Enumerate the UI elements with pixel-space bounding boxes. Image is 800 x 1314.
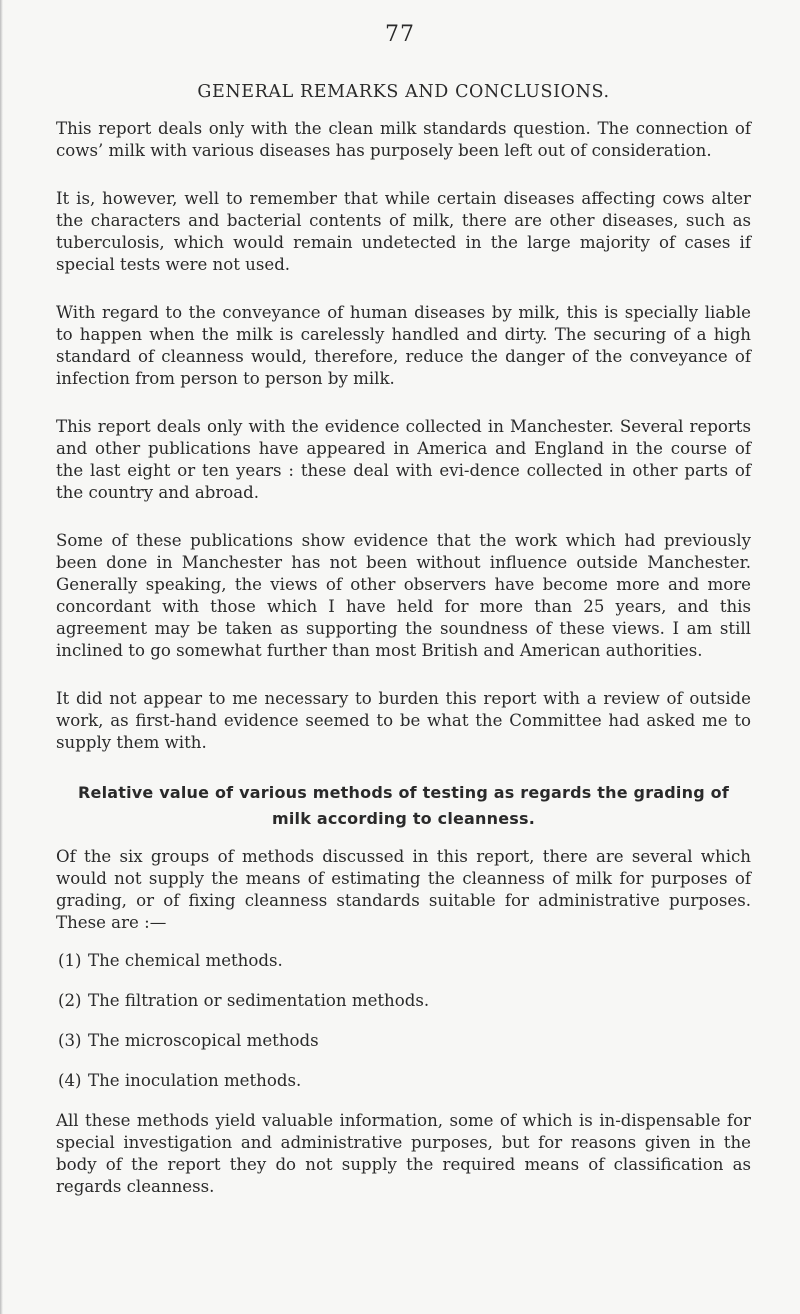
section-heading-line-1: Relative value of various methods of testing as regards the grading of	[78, 783, 729, 802]
paragraph-5: Some of these publications show evidence that the work which had previously been done in Manchester has not been without influence outside Manchester. Generally speaking, the views of other observers have become more and more concordant with those which I have held for more than 25 years, and this agreement may be taken as supporting the soundness of these views. I am still inclined to go somewhat further than most British and American authorities.	[56, 531, 751, 660]
list-item-text: The microscopical methods	[88, 1031, 319, 1050]
section-heading-line-2: milk according to cleanness.	[271, 809, 536, 828]
list-item-number: (2)	[58, 991, 82, 1010]
list-item-number: (1)	[58, 951, 82, 970]
page-number: 77	[385, 22, 415, 47]
list-item-text: The chemical methods.	[88, 951, 283, 970]
paragraph-6: It did not appear to me necessary to burden this report with a review of outside work, as first-hand evidence seemed to be what the Committee had asked me to supply them with.	[56, 689, 751, 752]
section-intro: Of the six groups of methods discussed in this report, there are several which would not supply the means of estimating the cleanness of milk for purposes of grading, or of fixing cleanness standards suitable for administrative purposes. These are :—	[56, 847, 751, 932]
closing-paragraph: All these methods yield valuable information, some of which is in-dispensable for special investigation and administrative purposes, but for reasons given in the body of the report they do not supply the required means of classification as regards cleanness.	[56, 1111, 751, 1196]
paragraph-4: This report deals only with the evidence collected in Manchester. Several reports and other publications have appeared in America and England in the course of the last eight or ten years : these deal with evi-dence collected in other parts of the country and abroad.	[56, 417, 751, 502]
methods-list	[56, 950, 751, 1092]
list-item	[56, 990, 751, 1012]
list-item-number: (4)	[58, 1071, 82, 1090]
paragraph-2: It is, however, well to remember that while certain diseases affecting cows alter the characters and bacterial contents of milk, there are other diseases, such as tuberculosis, which would remain undetected in the large majority of cases if special tests were not used.	[56, 189, 751, 274]
paragraph-3: With regard to the conveyance of human diseases by milk, this is specially liable to happen when the milk is carelessly handled and dirty. The securing of a high standard of cleanness would, therefore, reduce the danger of the conveyance of infection from person to person by milk.	[56, 303, 751, 388]
list-item	[56, 1030, 751, 1052]
list-item	[56, 950, 751, 972]
list-item-number: (3)	[58, 1031, 82, 1050]
page-edge-shadow	[0, 0, 3, 1314]
list-item	[56, 1070, 751, 1092]
paragraph-1: This report deals only with the clean milk standards question. The connection of cows’ milk with various diseases has purposely been left out of consideration.	[56, 119, 751, 160]
main-heading: GENERAL REMARKS AND CONCLUSIONS.	[197, 82, 610, 102]
page-content	[56, 82, 751, 1224]
list-item-text: The filtration or sedimentation methods.	[88, 991, 430, 1010]
list-item-text: The inoculation methods.	[88, 1071, 302, 1090]
section-heading	[56, 780, 751, 832]
